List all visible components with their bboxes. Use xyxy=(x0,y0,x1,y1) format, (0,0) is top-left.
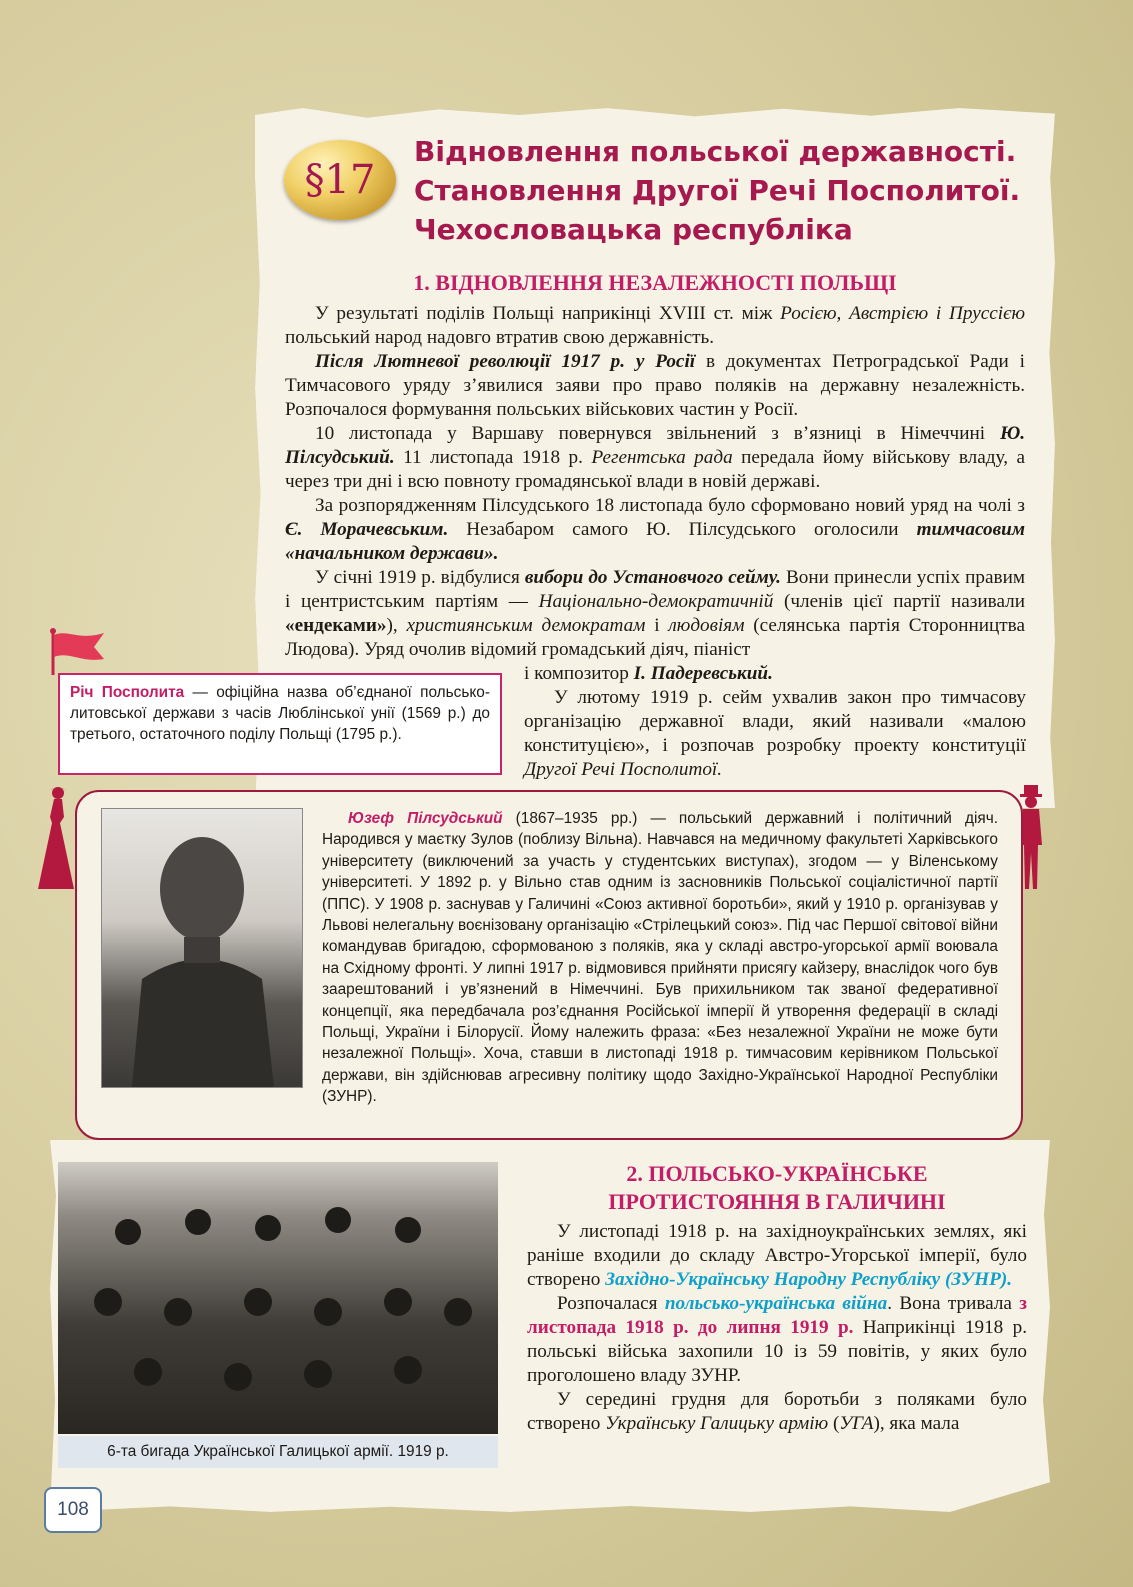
paragraph: У січні 1919 р. відбулися вибори до Установчого сейму. Вони принесли успіх правим і центристським партіям — Національно-демократичній (членів цієї партії називали «ендеками»), християнським демократам і людовіям (селянська партія Сторонництва Людова). Уряд очолив відомий громадський діяч, піаніст xyxy=(285,567,1025,660)
brigade-group-silhouettes xyxy=(58,1162,498,1434)
portrait-photo xyxy=(101,808,303,1088)
paragraph: У листопаді 1918 р. на західноукраїнських землях, які раніше входили до складу Австро-Угорської імперії, було створено Західно-Українську Народну Республіку (ЗУНР). xyxy=(527,1221,1027,1290)
title-line: Відновлення польської державності. xyxy=(414,135,1017,168)
heading-line: 2. ПОЛЬСЬКО-УКРАЇНСЬКЕ xyxy=(626,1161,928,1186)
paragraph-badge xyxy=(284,140,396,220)
paragraph: Розпочалася польсько-українська війна. Вона тривала з листопада 1918 р. до липня 1919 р. Наприкінці 1918 р. польські війська захопили 10 із 59 повітів, у яких було проголошено владу ЗУНР. xyxy=(527,1293,1027,1386)
paragraph: У результаті поділів Польщі наприкінці XVIII ст. між Росією, Австрією і Пруссією польський народ надовго втратив свою державність. xyxy=(285,303,1025,348)
flag-icon xyxy=(48,627,106,677)
title-line: Чехословацька республіка xyxy=(414,213,853,246)
lady-silhouette-icon xyxy=(34,783,80,893)
title-line: Становлення Другої Речі Посполитої. xyxy=(414,174,1021,207)
paragraph: і композитор І. Падеревський. xyxy=(524,663,773,684)
biography-text: Юзеф Пілсудський (1867–1935 рр.) — польський державний і політичний діяч. Народився у маєтку Зулов (поблизу Вільна). Навчався на медичному факультеті Харківського університету (виключений за участь у студентських виступах), згодом — у Віленському університеті. У 1892 р. у Вільно став одним із засновників Польської соціалістичної партії (ППС). У 1908 р. заснував у Галичині «Союз активної боротьби», який у 1910 р. організував у Львові нелегальну воєнізовану організацію «Стрілецький союз». Під час Першої світової війни командував бригадою, сформованою з поляків, яка у складі австро-угорської армії воювала на Східному фронті. У липні 1917 р. відмовився прийняти присягу кайзеру, внаслідок чого був заарештований і ув’язнений в Німеччині. Був прихильником так званої федеративної концепції, яка передбачала роз’єднання Російської імперії й утворення федерації в складі Польщі, України і Білорусії. Йому належить фраза: «Без незалежної України не може бути незалежної Польщі». Хоча, ставши в листопаді 1918 р. тимчасовим керівником Польської держави, він здійснював агресивну політику щодо Західно-Української Народної Республіки (ЗУНР). xyxy=(322,810,998,1106)
brigade-photo xyxy=(58,1162,498,1434)
section-2-body xyxy=(527,1220,1027,1436)
section-1-body-narrow xyxy=(524,662,1026,782)
paragraph: 10 листопада у Варшаву повернувся звільнений з в’язниці в Німеччині Ю. Пілсудський. 11 листопада 1918 р. Регентська рада передала йому військову владу, а через три дні і всю повноту громадянської влади в новій державі. xyxy=(285,423,1026,492)
heading-line: ПРОТИСТОЯННЯ В ГАЛИЧИНІ xyxy=(608,1189,946,1214)
section-1-body xyxy=(285,302,1025,662)
paragraph: У середині грудня для боротьби з поляками було створено Українську Галицьку армію (УГА), яка мала xyxy=(527,1389,1027,1434)
definition-box xyxy=(58,673,502,775)
page-number: 108 xyxy=(44,1487,102,1533)
biography-name: Юзеф Пілсудський xyxy=(348,810,503,827)
paragraph: Після Лютневої революції 1917 р. у Росії в документах Петроградської Ради і Тимчасового уряду з’явилися заяви про право поляків на державну незалежність. Розпочалося формування польських військових частин у Росії. xyxy=(285,351,1025,420)
definition-text: — офіційна назва об’єднаної польсько-литовської держави з часів Люблінської унії (1569 р.) до третього, остаточного поділу Польщі (1795 р.). xyxy=(70,684,490,743)
portrait-silhouette xyxy=(102,809,302,1087)
definition-term: Річ Посполита xyxy=(70,684,185,701)
paragraph: За розпорядженням Пілсудського 18 листопада було сформовано новий уряд на чолі з Є. Морачевським. Незабаром самого Ю. Пілсудського оголосили тимчасовим «начальником держави». xyxy=(285,495,1025,564)
paragraph-number: §17 xyxy=(304,157,376,203)
paragraph: У лютому 1919 р. сейм ухвалив закон про тимчасову організацію державної влади, який називали «малою конституцією», і розпочав розробку проекту конституції Другої Речі Посполитої. xyxy=(524,687,1026,780)
section-2-heading xyxy=(527,1160,1027,1216)
page-title xyxy=(414,132,1034,249)
section-1-heading: 1. ВІДНОВЛЕННЯ НЕЗАЛЕЖНОСТІ ПОЛЬЩІ xyxy=(413,270,897,295)
photo-caption: 6-та бигада Української Галицької армії. 1919 р. xyxy=(58,1436,498,1468)
